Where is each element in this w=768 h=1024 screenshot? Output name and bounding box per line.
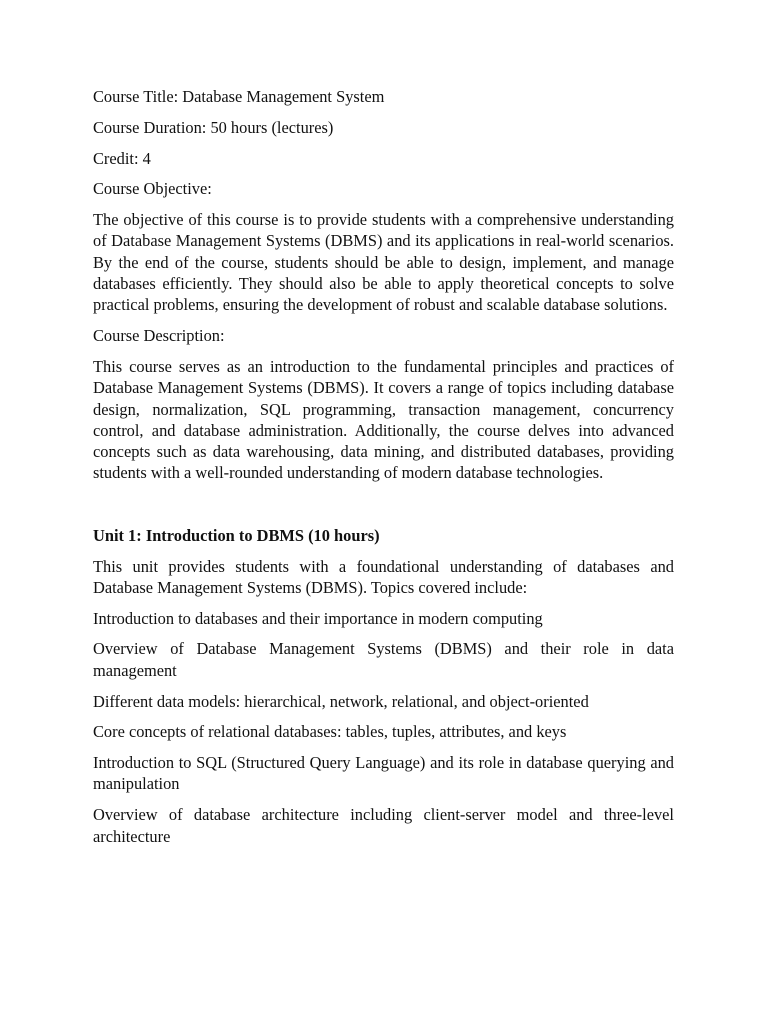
unit-1-topic: Different data models: hierarchical, network, relational, and object-oriented (93, 691, 589, 711)
unit-1-heading: Unit 1: Introduction to DBMS (10 hours) (93, 525, 380, 545)
description-heading: Course Description: (93, 326, 225, 346)
unit-1-topic: Overview of Database Management Systems (DBMS) and their role in data management (93, 639, 674, 680)
course-duration: Course Duration: 50 hours (lectures) (93, 117, 334, 137)
unit-1-topic: Introduction to databases and their importance in modern computing (93, 608, 543, 628)
unit-1-intro: This unit provides students with a foundational understanding of databases and Database Management Systems (DBMS). Topics covered include: (93, 556, 674, 597)
unit-1-topic: Core concepts of relational databases: tables, tuples, attributes, and keys (93, 722, 567, 742)
course-credit: Credit: 4 (93, 148, 151, 168)
document-page (93, 86, 674, 856)
objective-paragraph: The objective of this course is to provide students with a comprehensive understanding of Database Management Systems (DBMS) and its applications in real-world scenarios. By the end of the course, students should be able to design, implement, and manage databases efficiently. They should also be able to apply theoretical concepts to solve practical problems, ensuring the development of robust and scalable database solutions. (93, 210, 674, 315)
unit-1-topic: Introduction to SQL (Structured Query Language) and its role in database querying and manipulation (93, 753, 674, 794)
objective-heading: Course Objective: (93, 179, 212, 199)
unit-1-topic: Overview of database architecture including client-server model and three-level architecture (93, 805, 674, 846)
course-title: Course Title: Database Management System (93, 87, 385, 106)
description-paragraph: This course serves as an introduction to the fundamental principles and practices of Database Management Systems (DBMS). It covers a range of topics including database design, normalization, SQL programming, transaction management, concurrency control, and database administration. Additionally, the course delves into advanced concepts such as data warehousing, data mining, and distributed databases, providing students with a well-rounded understanding of modern database technologies. (93, 356, 674, 483)
